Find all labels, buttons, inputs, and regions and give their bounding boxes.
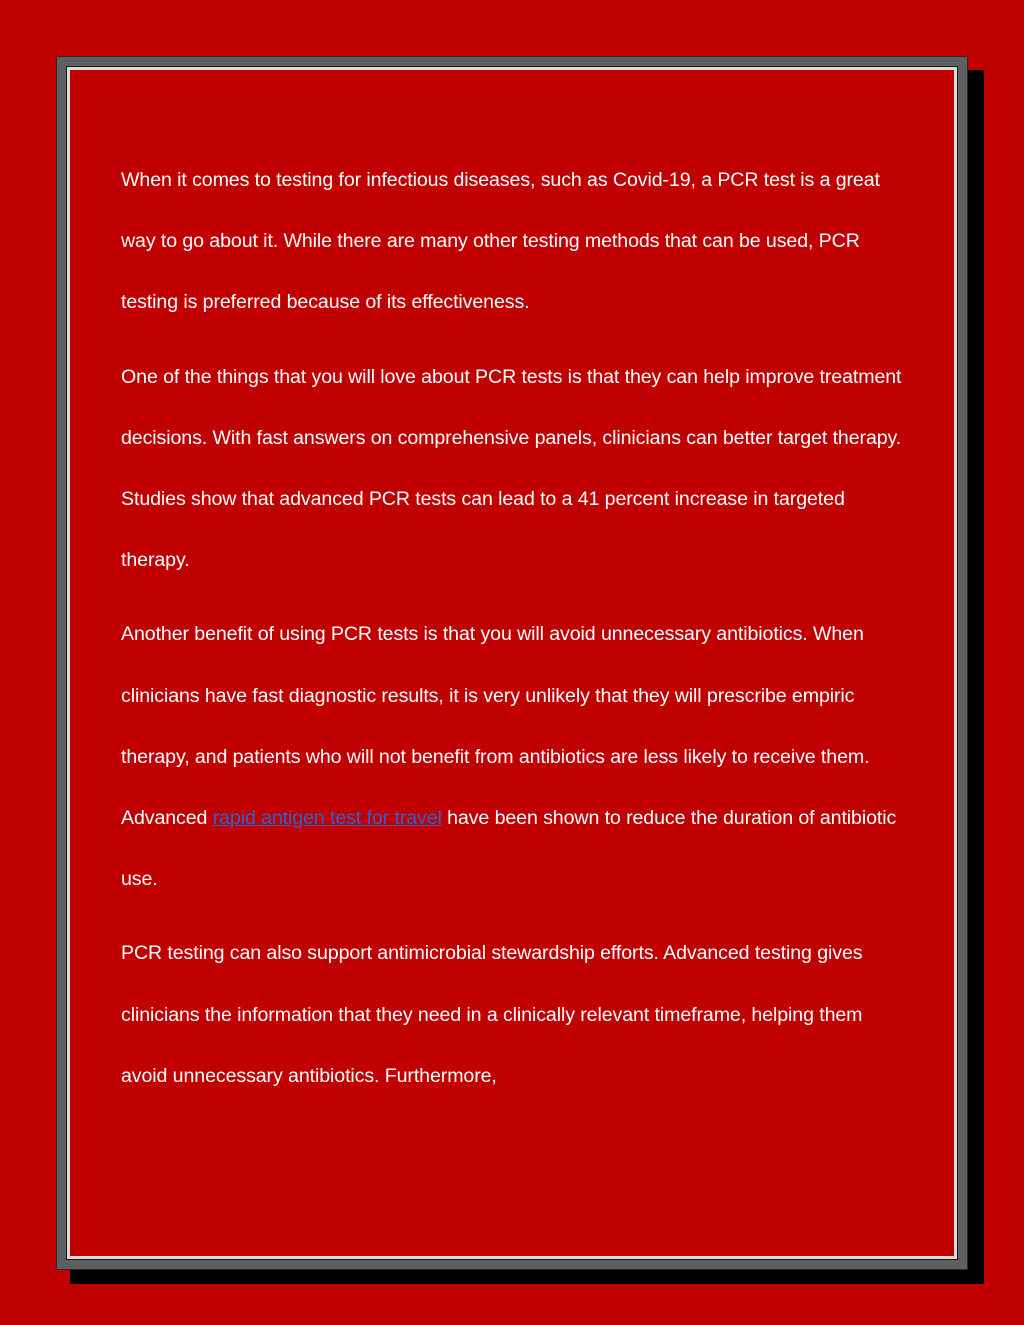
paragraph-1-text: When it comes to testing for infectious diseases, such as Covid-19, a PCR test is a great way to go about it. While there are many other testing methods that can be used, PCR testing is preferred because of its effectiveness.	[121, 169, 880, 314]
paragraph-4-text: PCR testing can also support antimicrobial stewardship efforts. Advanced testing gives clinicians the information that they need in a clinically relevant timeframe, helping them avoid unnecessary antibiotics. Furthermore,	[121, 942, 863, 1087]
paragraph-1	[121, 150, 911, 334]
paragraph-3-text-after-link: have been shown to reduce the duration of antibiotic use.	[121, 807, 897, 891]
paragraph-3-text-before-link: Another benefit of using PCR tests is that you will avoid unnecessary antibiotics. When clinicians have fast diagnostic results, it is very unlikely that they will prescribe empiric therapy, and patients who will not benefit from antibiotics are less likely to receive them. Advanced	[121, 623, 870, 830]
paragraph-2	[121, 347, 911, 592]
rapid-antigen-test-link[interactable]: rapid antigen test for travel	[212, 807, 442, 830]
document-body	[121, 150, 911, 1120]
paragraph-4	[121, 923, 911, 1107]
paragraph-3	[121, 604, 911, 910]
paragraph-2-text: One of the things that you will love about PCR tests is that they can help improve treatment decisions. With fast answers on comprehensive panels, clinicians can better target therapy. Studies show that advanced PCR tests can lead to a 41 percent increase in targeted therapy.	[121, 365, 902, 572]
